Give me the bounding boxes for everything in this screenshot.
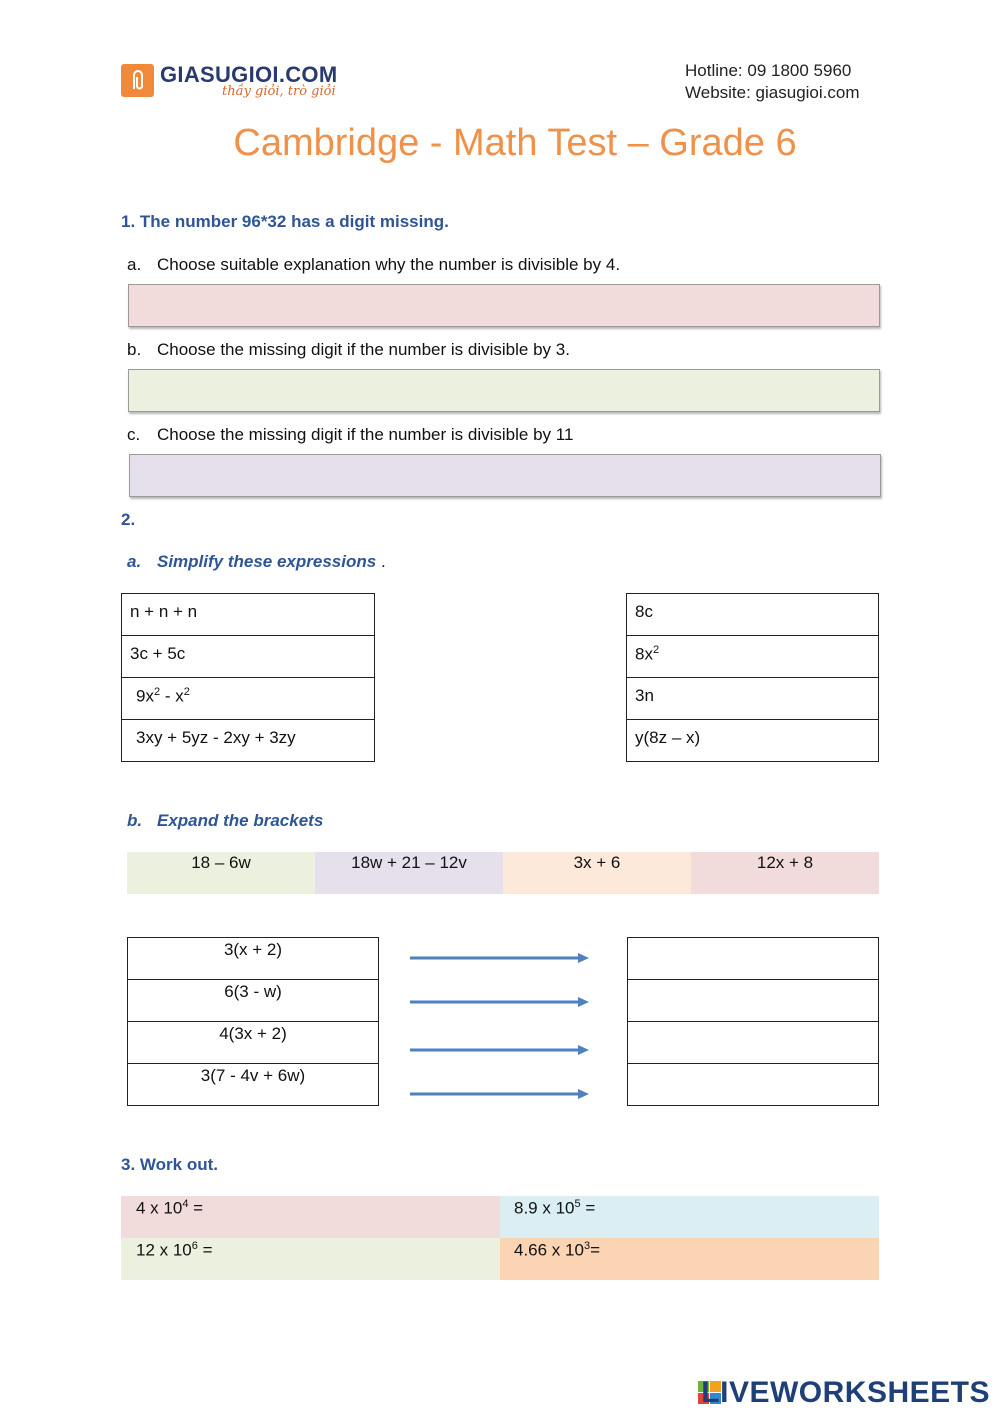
drop-answer-cell[interactable] [628, 1064, 879, 1106]
answer-exponent: 2 [652, 644, 660, 656]
cell-tail: = [197, 1240, 213, 1260]
expr-exponent: 2 [183, 686, 190, 698]
arrow-right-icon [410, 952, 590, 964]
cell-base: 8.9 x 10 [514, 1198, 575, 1218]
answer-cell[interactable] [627, 636, 879, 678]
work-out-cell[interactable] [121, 1196, 500, 1238]
bracket-cell [128, 938, 379, 980]
cell-base: 4.66 x 10 [514, 1240, 584, 1260]
expr-cell[interactable] [122, 594, 375, 636]
bracket-cell [128, 980, 379, 1022]
q2b-heading [127, 811, 323, 831]
q1c-letter: c. [127, 425, 141, 444]
q1c-answer-box[interactable] [129, 454, 881, 497]
q1-heading: 1. The number 96*32 has a digit missing. [121, 212, 449, 231]
brand-tagline: thầy giỏi, trò giỏi [222, 84, 336, 99]
q2a-dot: . [380, 552, 386, 571]
answer-text: 8c [635, 602, 653, 621]
expr-cell[interactable] [122, 720, 375, 762]
expr-part: 9x [136, 686, 154, 706]
q1c-prompt [127, 425, 573, 445]
cell-exponent: 3 [583, 1240, 591, 1252]
q2b-letter: b. [127, 811, 143, 830]
cell-tail: = [580, 1198, 596, 1218]
expand-option[interactable]: 18w + 21 – 12v [315, 852, 503, 894]
q1a-text: Choose suitable explanation why the number is divisible by 4. [157, 255, 621, 274]
website: Website: giasugioi.com [685, 83, 860, 102]
q1b-letter: b. [127, 340, 142, 359]
expand-option[interactable]: 18 – 6w [127, 852, 315, 894]
drop-answer-cell[interactable] [628, 938, 879, 980]
q2b-title: Expand the brackets [157, 811, 324, 830]
simplify-expressions-table [121, 593, 375, 762]
cell-exponent: 4 [182, 1198, 189, 1210]
answer-cell[interactable] [627, 594, 879, 636]
q2a-title: Simplify these expressions [157, 552, 377, 571]
bracket-text: 4(3x + 2) [219, 1024, 287, 1043]
expand-option[interactable]: 12x + 8 [691, 852, 879, 894]
expand-option[interactable]: 3x + 6 [503, 852, 691, 894]
brand-name: GIASUGIOI.COM [160, 62, 338, 87]
expr-cell[interactable] [122, 678, 375, 720]
answer-text [627, 636, 878, 665]
work-out-cell[interactable] [121, 1238, 500, 1280]
expr-text: n + n + n [130, 602, 198, 621]
bracket-cell [128, 1064, 379, 1106]
bracket-cell [128, 1022, 379, 1064]
answer-text: 3n [635, 686, 654, 705]
expand-brackets-table [127, 937, 379, 1106]
q1b-text: Choose the missing digit if the number is divisible by 3. [157, 340, 570, 359]
cell-tail: = [590, 1240, 601, 1260]
answer-cell[interactable] [627, 678, 879, 720]
q1b-answer-box[interactable] [128, 369, 880, 412]
arrow-right-icon [410, 1044, 590, 1056]
cell-base: 12 x 10 [136, 1240, 192, 1260]
cell-exponent: 6 [191, 1240, 198, 1252]
expr-text: 3xy + 5yz - 2xy + 3zy [136, 728, 296, 747]
logo-icon [121, 64, 154, 97]
q2-heading: 2. [121, 510, 136, 529]
q3-heading: 3. Work out. [121, 1155, 218, 1174]
expr-text [122, 678, 374, 707]
expr-part: - x [160, 686, 184, 706]
q1b-prompt [127, 340, 570, 360]
q1a-letter: a. [127, 255, 142, 274]
work-out-cell[interactable] [500, 1196, 879, 1238]
drop-answer-cell[interactable] [628, 980, 879, 1022]
q2a-heading [127, 552, 386, 572]
drop-answer-cell[interactable] [628, 1022, 879, 1064]
expr-cell[interactable] [122, 636, 375, 678]
simplified-answers-table [626, 593, 879, 762]
bracket-text: 3(x + 2) [223, 940, 283, 959]
arrow-right-icon [410, 996, 590, 1008]
expr-exponent: 2 [153, 686, 161, 698]
work-out-cell[interactable] [500, 1238, 879, 1280]
bracket-text: 3(7 - 4v + 6w) [200, 1066, 306, 1085]
liveworksheets-brand: LIVEWORKSHEETS [701, 1376, 990, 1409]
cell-exponent: 5 [574, 1198, 581, 1210]
expanded-answers-table [627, 937, 879, 1106]
answer-part: 8x [635, 644, 653, 664]
arrow-right-icon [410, 1088, 590, 1100]
answer-cell[interactable] [627, 720, 879, 762]
cell-tail: = [188, 1198, 204, 1218]
expr-text: 3c + 5c [130, 644, 186, 663]
hotline: Hotline: 09 1800 5960 [685, 61, 852, 80]
cell-base: 4 x 10 [136, 1198, 183, 1218]
bracket-text: 6(3 - w) [224, 982, 282, 1001]
q2a-letter: a. [127, 552, 142, 571]
page-title: Cambridge - Math Test – Grade 6 [233, 122, 797, 164]
answer-text: y(8z – x) [635, 728, 701, 747]
q1a-prompt [127, 255, 620, 275]
q1c-text: Choose the missing digit if the number is divisible by 11 [157, 425, 574, 444]
q1a-answer-box[interactable] [128, 284, 880, 327]
